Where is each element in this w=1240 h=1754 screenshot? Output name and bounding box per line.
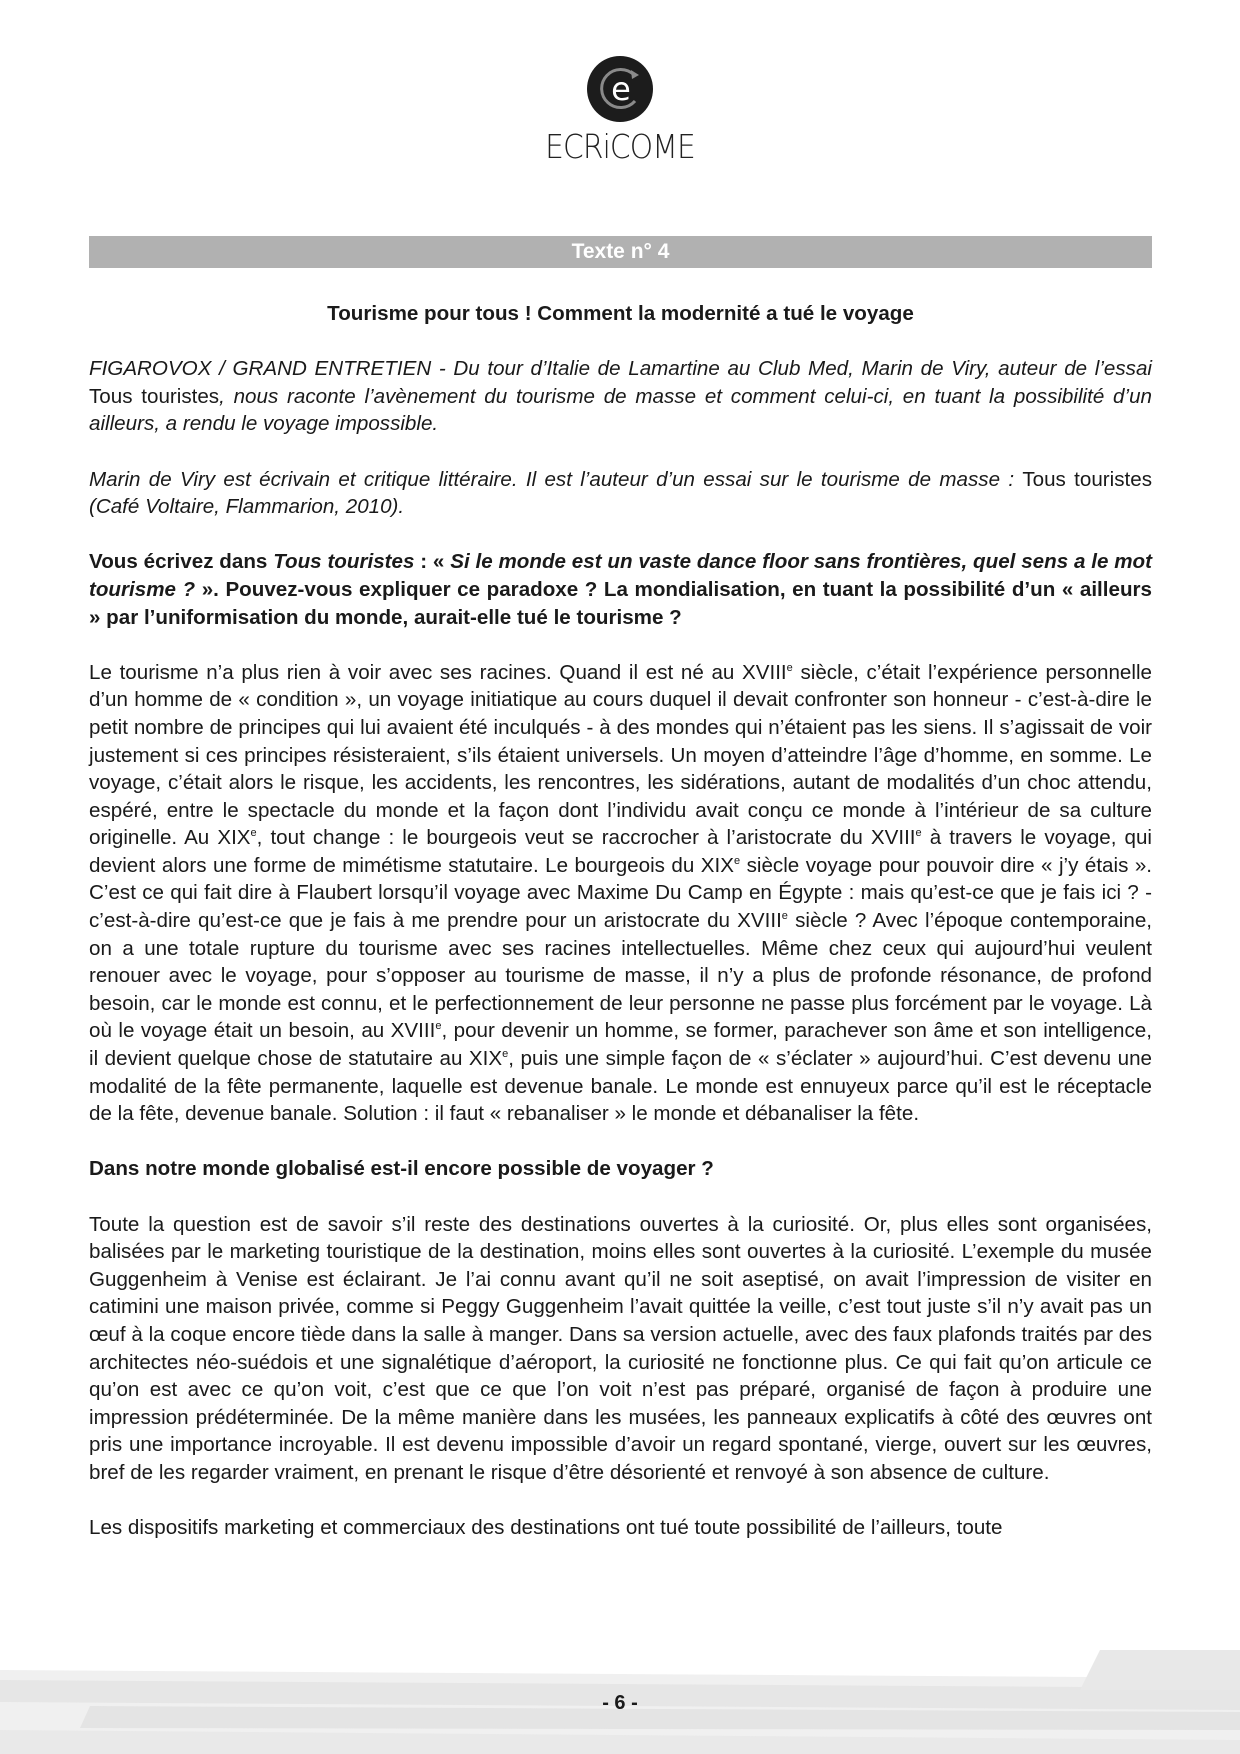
book-title: Tous touristes <box>89 384 220 408</box>
page-number: - 6 - <box>602 1692 638 1714</box>
superscript: e <box>435 1020 442 1033</box>
superscript: e <box>786 661 793 674</box>
intro-paragraph <box>89 355 1152 438</box>
answer-3: Les dispositifs marketing et commerciaux des destinations ont tué toute possibilité de l’ailleurs, toute <box>89 1516 1003 1540</box>
logo-letter: e <box>611 70 631 108</box>
article-title: Tourisme pour tous ! Comment la modernité a tué le voyage <box>327 302 914 325</box>
superscript: e <box>915 827 922 840</box>
article-body <box>89 300 1152 1569</box>
intro-text: , nous raconte l’avènement du tourisme de masse et comment celui-ci, en tuant la possibilité d’un ailleurs, a rendu le voyage impossible. <box>89 384 1152 436</box>
quote: Si le monde est un vaste dance floor sans frontières, quel sens a le mot tourisme ? <box>89 550 1152 601</box>
answer-text: Le tourisme n’a plus rien à voir avec ses racines. Quand il est né au XVIII <box>89 660 787 684</box>
answer-text: , pour devenir un homme, se former, parachever son âme et son intelligence, il devient quelque chose de statutaire au XIX <box>89 1019 1152 1071</box>
ecricome-logo <box>0 56 1240 167</box>
superscript: e <box>781 910 788 923</box>
answer-text: , puis une simple façon de « s’éclater » aujourd’hui. C’est devenu une modalité de la fête permanente, laquelle est devenue banale. Le monde est ennuyeux parce qu’il est le réceptacle de la fête, devenue banale. Solution : il faut « rebanaliser » le monde et débanaliser la fête. <box>89 1047 1152 1126</box>
bio-text: (Café Voltaire, Flammarion, 2010). <box>89 495 405 519</box>
answer-text: , tout change : le bourgeois veut se raccrocher à l’aristocrate du XVIII <box>256 826 916 850</box>
book-title: Tous touristes <box>1022 467 1152 491</box>
superscript: e <box>734 855 741 868</box>
author-bio <box>89 466 1152 521</box>
answer-text: à travers le voyage, qui devient alors une forme de mimétisme statutaire. Le bourgeois du XIX <box>89 826 1152 877</box>
question-2: Dans notre monde globalisé est-il encore possible de voyager ? <box>89 1157 714 1181</box>
question-1 <box>89 548 1152 631</box>
answer-text: siècle voyage pour pouvoir dire « j’y étais ». C’est ce qui fait dire à Flaubert lorsqu’il voyage avec Maxime Du Camp en Égypte : mais qu’est-ce que je fais ici ? - c’est-à-dire qu’est-ce que je fais à me prendre pour un aristocrate du XVIII <box>89 853 1153 933</box>
superscript: e <box>250 827 257 840</box>
intro-text: FIGAROVOX / GRAND ENTRETIEN - Du tour d’Italie de Lamartine au Club Med, Marin de Viry, auteur de l’essai <box>89 357 1152 381</box>
question-text: : « <box>414 550 451 574</box>
answer-text: siècle ? Avec l’époque contemporaine, on a une totale rupture du tourisme avec ses racines intellectuelles. Même chez ceux qui aujourd’hui veulent renouer avec le voyage, pour s’opposer au tourisme de masse, il n’y a plus de profonde résonance, de profond besoin, car le monde est connu, et le perfectionnement de leur personne ne passe plus forcément par le voyage. Là où le voyage était un besoin, au XVIII <box>89 909 1152 1043</box>
ecricome-e-icon <box>587 56 653 122</box>
section-banner: Texte n° 4 <box>89 236 1152 268</box>
bio-text: Marin de Viry est écrivain et critique littéraire. Il est l’auteur d’un essai sur le tourisme de masse : <box>89 467 1023 491</box>
question-text: ». Pouvez-vous expliquer ce paradoxe ? La mondialisation, en tuant la possibilité d’un « ailleurs » par l’uniformisation du monde, aurait-elle tué le tourisme ? <box>89 577 1152 629</box>
book-title: Tous touristes <box>273 550 415 574</box>
question-text: Vous écrivez dans <box>89 550 274 574</box>
logo-wordmark: ECRiCOME <box>545 127 695 166</box>
answer-text: siècle, c’était l’expérience personnelle d’un homme de « condition », un voyage initiatique au cours duquel il devait confronter son honneur - c’est-à-dire le petit nombre de principes qui lui avaient été inculqués - à des mondes qui n’étaient pas les siens. Il s’agissait de voir justement si ces principes résisteraient, s’ils étaient universels. Un moyen d’atteindre l’âge d’homme, en somme. Le voyage, c’était alors le risque, les accidents, les rencontres, les sidérations, autant de modalités d’un choc attendu, espéré, entre le spectacle du monde et la façon dont l’individu avait conçu ce monde à l’intérieur de sa culture originelle. Au XIX <box>89 660 1152 850</box>
answer-2: Toute la question est de savoir s’il reste des destinations ouvertes à la curiosité. Or, plus elles sont organisées, balisées par le marketing touristique de la destination, moins elles sont ouvertes à la curiosité. L’exemple du musée Guggenheim à Venise est éclairant. Je l’ai connu avant qu’il ne soit aseptisé, on avait l’impression de visiter en catimini une maison privée, comme si Peggy Guggenheim l’avait quittée la veille, c’est tout juste s’il n’y avait pas un œuf à la coque encore tiède dans la salle à manger. Dans sa version actuelle, avec des faux plafonds traités par des architectes néo-suédois et une signalétique d’aéroport, la curiosité ne fonctionne plus. Ce qui fait qu’on articule ce qu’on est avec ce qu’on voit, c’est que ce que l’on voit n’est pas préparé, organisé de façon à produire une impression prédéterminée. De la même manière dans les musées, les panneaux explicatifs à côté des œuvres ont pris une importance incroyable. Il est devenu impossible d’avoir un regard spontané, vierge, ouvert sur les œuvres, bref de les regarder vraiment, en prenant le risque d’être désorienté et renvoyé à son absence de culture. <box>89 1212 1152 1484</box>
superscript: e <box>502 1048 509 1061</box>
answer-1 <box>89 659 1152 1128</box>
